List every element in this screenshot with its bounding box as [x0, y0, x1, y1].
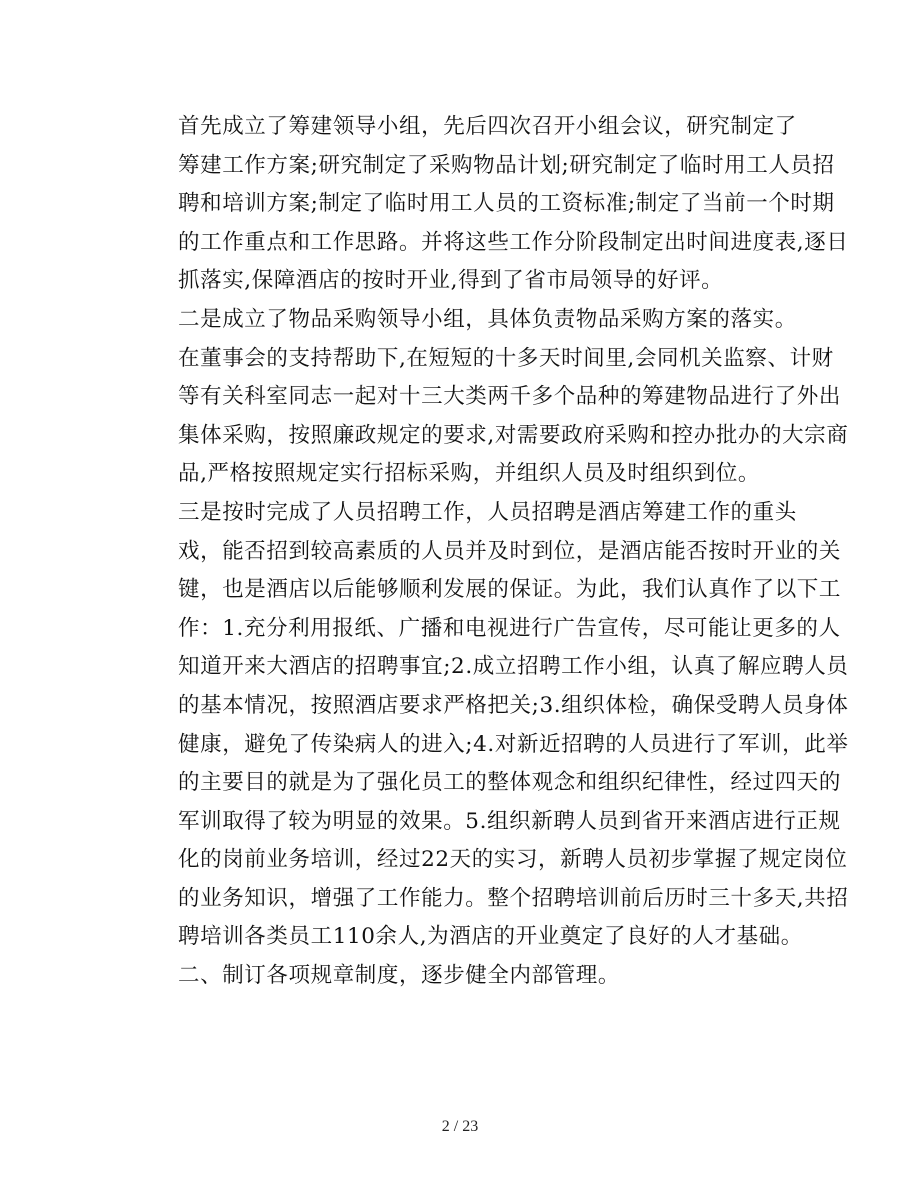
text-line: 的工作重点和工作思路。并将这些工作分阶段制定出时间进度表,逐日 — [178, 229, 849, 255]
document-body — [135, 108, 849, 996]
text-line: 化的岗前业务培训，经过22天的实习，新聘人员初步掌握了规定岗位 — [178, 847, 848, 873]
text-line: 品,严格按照规定实行招标采购，并组织人员及时组织到位。 — [178, 461, 761, 487]
text-line: 二、制订各项规章制度，逐步健全内部管理。 — [178, 963, 621, 989]
text-line: 聘培训各类员工110余人,为酒店的开业奠定了良好的人才基础。 — [178, 924, 803, 950]
text-line: 戏，能否招到较高素质的人员并及时到位，是酒店能否按时开业的关 — [178, 538, 842, 564]
paragraph-preparation-team — [135, 108, 849, 301]
text-line: 知道开来大酒店的招聘事宜;2.成立招聘工作小组，认真了解应聘人员 — [178, 654, 849, 680]
text-line: 作：1.充分利用报纸、广播和电视进行广告宣传，尽可能让更多的人 — [178, 615, 841, 641]
section-heading-regulations — [135, 957, 780, 996]
text-line: 集体采购，按照廉政规定的要求,对需要政府采购和控办批办的大宗商 — [178, 422, 849, 448]
text-line: 首先成立了筹建领导小组，先后四次召开小组会议，研究制定了 — [178, 114, 797, 139]
page-number: 2 / 23 — [441, 1118, 479, 1135]
text-line: 键，也是酒店以后能够顺利发展的保证。为此，我们认真作了以下工 — [178, 577, 842, 603]
paragraph-recruitment — [135, 494, 849, 957]
paragraph-procurement-team — [135, 301, 849, 494]
text-line: 军训取得了较为明显的效果。5.组织新聘人员到省开来酒店进行正规 — [178, 808, 841, 834]
text-line: 筹建工作方案;研究制定了采购物品计划;研究制定了临时用工人员招 — [178, 152, 835, 178]
text-line: 聘和培训方案;制定了临时用工人员的工资标准;制定了当前一个时期 — [178, 191, 835, 217]
text-line: 健康，避免了传染病人的进入;4.对新近招聘的人员进行了军训，此举 — [178, 731, 849, 757]
text-line: 三是按时完成了人员招聘工作，人员招聘是酒店筹建工作的重头 — [178, 499, 797, 525]
text-line: 抓落实,保障酒店的按时开业,得到了省市局领导的好评。 — [178, 268, 724, 294]
text-line: 在董事会的支持帮助下,在短短的十多天时间里,会同机关监察、计财 — [178, 345, 834, 371]
text-line: 二是成立了物品采购领导小组，具体负责物品采购方案的落实。 — [178, 306, 797, 332]
text-line: 的基本情况，按照酒店要求严格把关;3.组织体检，确保受聘人员身体 — [178, 692, 849, 718]
text-line: 的主要目的就是为了强化员工的整体观念和组织纪律性，经过四天的 — [178, 770, 842, 796]
text-line: 等有关科室同志一起对十三大类两千多个品种的筹建物品进行了外出 — [178, 384, 842, 410]
text-line: 的业务知识，增强了工作能力。整个招聘培训前后历时三十多天,共招 — [178, 885, 849, 911]
